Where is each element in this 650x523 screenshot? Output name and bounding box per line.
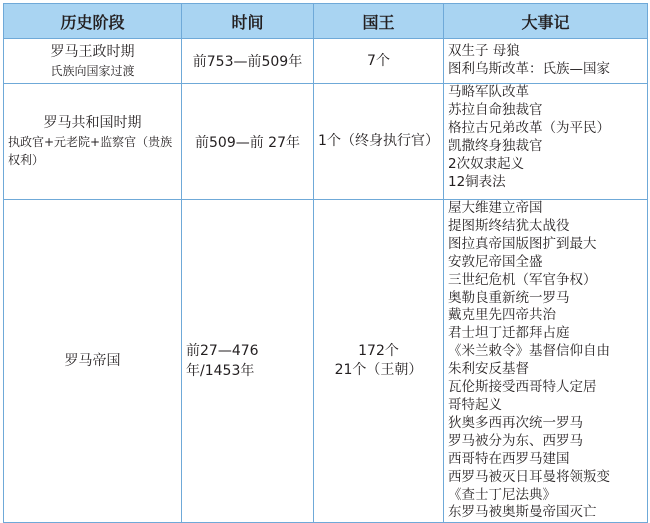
king-cell <box>314 200 444 523</box>
dynasty-count: 21个（王朝） <box>334 362 423 379</box>
header-row <box>4 4 648 39</box>
time-cell: 前27—476年/1453年 <box>182 200 314 523</box>
event-item: 凯撒终身独裁官 <box>448 137 543 154</box>
event-item: 三世纪危机（军官争权） <box>448 271 597 288</box>
table-row <box>4 39 648 84</box>
events-cell <box>444 84 648 200</box>
period-note: 执政官+元老院+监察官（贵族权利） <box>8 135 173 167</box>
king-cell <box>314 84 444 200</box>
table-row <box>4 200 648 523</box>
event-item: 瓦伦斯接受西哥特人定居 <box>448 379 597 396</box>
event-item: 朱利安反基督 <box>448 361 529 378</box>
period-note: 氏族向国家过渡 <box>50 63 135 78</box>
event-item: 奥勒良重新统一罗马 <box>448 289 570 306</box>
event-item: 提图斯终结犹太战役 <box>448 217 570 234</box>
header-king: 国王 <box>314 4 444 39</box>
king-cell <box>314 39 444 84</box>
event-item: 格拉古兄弟改革（为平民） <box>448 119 610 136</box>
time-cell: 前509—前 27年 <box>182 84 314 200</box>
header-period: 历史阶段 <box>4 4 182 39</box>
event-item: 屋大维建立帝国 <box>448 200 543 216</box>
event-item: 图利乌斯改革：氏族—国家 <box>448 61 610 77</box>
event-item: 《米兰敕令》基督信仰自由 <box>448 343 610 360</box>
event-item: 《查士丁尼法典》 <box>448 486 556 503</box>
event-item: 戴克里先四帝共治 <box>448 307 556 324</box>
header-events: 大事记 <box>444 4 648 39</box>
history-table <box>3 3 648 523</box>
time-cell: 前753—前509年 <box>182 39 314 84</box>
period-cell <box>4 39 182 84</box>
event-item: 西罗马被灭日耳曼将领叛变 <box>448 468 610 485</box>
period-name: 罗马王政时期 <box>50 43 135 60</box>
event-item: 东罗马被奥斯曼帝国灭亡 <box>448 504 597 521</box>
event-item: 罗马被分为东、西罗马 <box>448 432 583 449</box>
king-count: 1个（终身执行官） <box>318 133 439 149</box>
period-name: 罗马帝国 <box>64 352 121 369</box>
event-item: 双生子 母狼 <box>448 43 520 60</box>
table-row <box>4 84 648 200</box>
events-cell <box>444 39 648 84</box>
event-item: 图拉真帝国版图扩到最大 <box>448 235 597 252</box>
header-time: 时间 <box>182 4 314 39</box>
event-item: 苏拉自命独裁官 <box>448 101 543 118</box>
event-item: 哥特起义 <box>448 396 502 413</box>
event-item: 马略军队改革 <box>448 84 529 100</box>
king-count: 7个 <box>367 52 390 69</box>
period-name: 罗马共和国时期 <box>43 115 142 131</box>
event-item: 狄奥多西再次统一罗马 <box>448 414 583 431</box>
period-cell <box>4 84 182 200</box>
event-item: 2次奴隶起义 <box>448 155 525 172</box>
event-item: 安敦尼帝国全盛 <box>448 253 543 270</box>
event-item: 12铜表法 <box>448 173 506 190</box>
event-item: 君士坦丁迁都拜占庭 <box>448 325 570 342</box>
event-item: 西哥特在西罗马建国 <box>448 450 570 467</box>
period-cell <box>4 200 182 523</box>
king-count: 172个 <box>358 343 399 360</box>
events-cell <box>444 200 648 523</box>
